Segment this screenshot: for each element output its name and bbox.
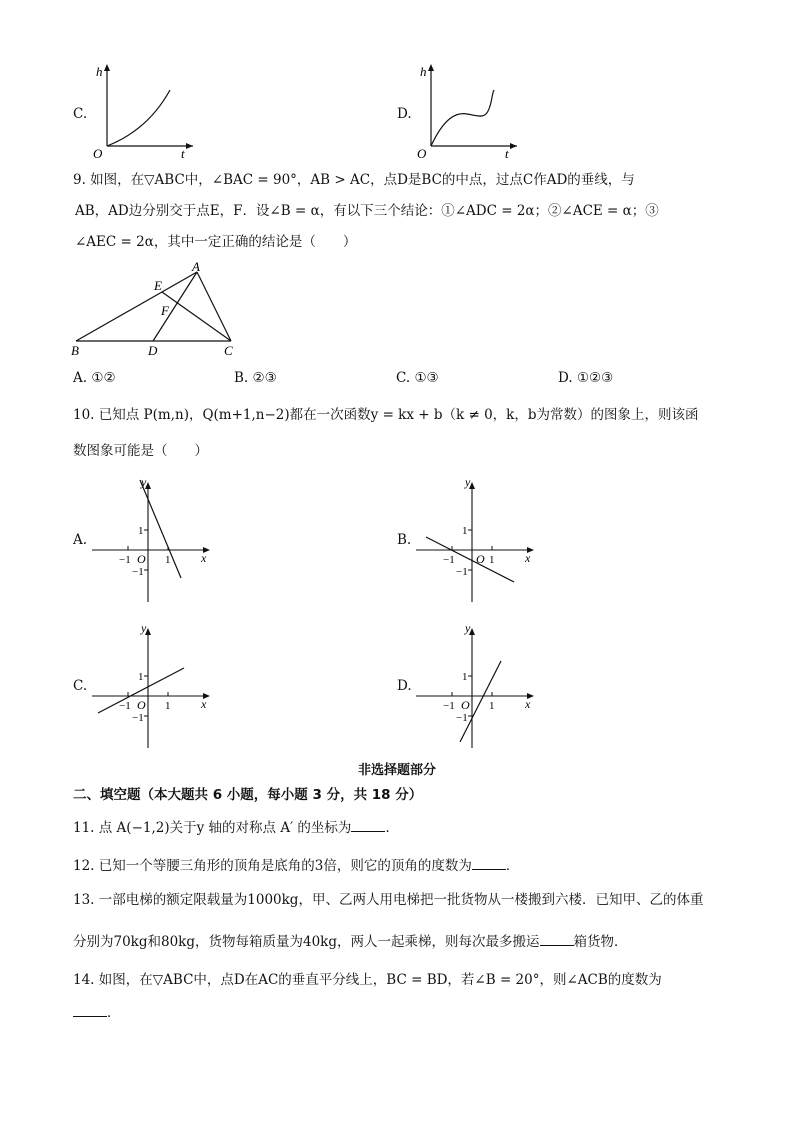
q10-text-line1: 10. 已知点 P(m,n)，Q(m+1,n−2)都在一次函数y = kx + b（k ≠ 0，k，b为常数）的图象上，则该函 [73, 407, 699, 423]
q9-label-a: A [192, 259, 200, 274]
q10-d-tick-one-y: 1 [462, 671, 468, 683]
q10-a-origin: O [137, 552, 146, 566]
q11-answer-blank[interactable] [351, 817, 385, 832]
q9-option-d-letter: D. [558, 370, 573, 386]
q10-d-y-label: y [465, 621, 471, 635]
q10-a-tick-one-y: 1 [138, 525, 144, 537]
q10-text-line2: 数图象可能是（ ） [73, 443, 208, 459]
q8-option-c-label: C. [73, 106, 88, 122]
q8-c-t-label: t [181, 146, 185, 160]
q9-triangle-figure [68, 258, 248, 360]
q9-label-f: F [161, 303, 169, 318]
q13-text-line2: 分别为70kg和80kg，货物每箱质量为40kg，两人一起乘梯，则每次最多搬运 [73, 934, 540, 950]
section-heading-non-choice: 非选择题部分 [357, 763, 436, 778]
q12-question [73, 855, 519, 876]
q10-d-tick-one-x: 1 [489, 700, 495, 712]
q9-label-c: C [224, 343, 233, 358]
q11-text-end: ． [385, 820, 399, 836]
q10-graph-a [88, 474, 218, 606]
q9-option-d[interactable] [558, 368, 613, 388]
q10-option-d-label: D. [397, 678, 412, 694]
q10-c-origin: O [137, 698, 146, 712]
q9-text-line2: AB，AD边分别交于点E，F．设∠B = α，有以下三个结论：①∠ADC = 2α；②∠ACE = α；③ [75, 203, 659, 219]
q9-option-c[interactable] [396, 368, 439, 388]
q10-c-tick-one-x: 1 [165, 700, 171, 712]
q10-d-x-label: x [525, 697, 531, 711]
q10-a-x-label: x [201, 551, 207, 565]
q8-option-d-label: D. [397, 106, 412, 122]
q9-option-a-letter: A. [73, 370, 88, 386]
q14-line2 [73, 1002, 121, 1023]
q9-label-b: B [71, 343, 79, 358]
q10-c-x-label: x [201, 697, 207, 711]
q8-c-origin: O [93, 146, 103, 160]
q10-c-y-label: y [141, 621, 147, 635]
q10-option-b-label: B. [397, 532, 412, 548]
q10-a-tick-neg-one-y: −1 [132, 566, 144, 578]
q10-graph-c [88, 620, 218, 752]
q9-option-a-text: ①② [91, 370, 116, 386]
q10-option-a-label: A. [73, 532, 88, 548]
q9-option-b-text: ②③ [252, 370, 277, 386]
q12-text: 12. 已知一个等腰三角形的顶角是底角的3倍，则它的顶角的度数为 [73, 858, 472, 874]
q9-option-b-letter: B. [234, 370, 249, 386]
q12-text-end: ． [505, 858, 520, 874]
q10-graph-b [412, 474, 542, 606]
q8-c-h-label: h [96, 64, 103, 79]
q9-text-line1: 9. 如图，在▽ABC中，∠BAC = 90°，AB > AC，点D是BC的中点，过点C作AD的垂线，与 [73, 172, 635, 188]
q10-d-tick-neg-one-y: −1 [456, 712, 468, 724]
q11-question [73, 817, 399, 838]
q10-graph-d [412, 620, 542, 752]
q14-text-line2-end: ． [107, 1005, 121, 1021]
q14-text-line1: 14. 如图，在▽ABC中，点D在AC的垂直平分线上，BC = BD，若∠B = 20°，则∠ACB的度数为 [73, 972, 662, 988]
q10-a-tick-one-x: 1 [165, 554, 171, 566]
q10-a-y-label: y [141, 475, 147, 489]
q13-answer-blank[interactable] [540, 931, 574, 946]
q8-graph-d [412, 60, 522, 160]
part2-heading: 二、填空题（本大题共 6 小题，每小题 3 分，共 18 分） [73, 787, 423, 803]
q8-graph-c [88, 60, 198, 160]
q10-b-tick-one-x: 1 [489, 554, 495, 566]
q10-option-c-label: C. [73, 678, 88, 694]
q10-d-tick-neg-one-x: −1 [443, 700, 455, 712]
q9-label-e: E [154, 278, 162, 293]
q14-answer-blank[interactable] [73, 1002, 107, 1017]
q8-d-t-label: t [505, 146, 509, 160]
q9-option-b[interactable] [234, 368, 277, 388]
q10-c-tick-neg-one-x: −1 [119, 700, 131, 712]
q10-c-tick-neg-one-y: −1 [132, 712, 144, 724]
q10-c-tick-one-y: 1 [138, 671, 144, 683]
q9-option-a[interactable] [73, 368, 116, 388]
q13-text-line1: 13. 一部电梯的额定限载量为1000kg，甲、乙两人用电梯把一批货物从一楼搬到六楼．已知甲、乙的体重 [73, 892, 704, 908]
q8-d-origin: O [417, 146, 427, 160]
q10-b-tick-neg-one-x: −1 [443, 554, 455, 566]
q10-b-tick-one-y: 1 [462, 525, 468, 537]
q9-option-d-text: ①②③ [576, 370, 614, 386]
q10-b-x-label: x [525, 551, 531, 565]
q10-b-tick-neg-one-y: −1 [456, 566, 468, 578]
q11-text: 11. 点 A(−1,2)关于y 轴的对称点 A′ 的坐标为 [73, 820, 352, 836]
q10-b-origin: O [476, 552, 485, 566]
q9-label-d: D [148, 343, 158, 358]
q10-b-y-label: y [465, 475, 471, 489]
q13-line2 [73, 931, 628, 952]
q9-option-c-letter: C. [396, 370, 411, 386]
q10-d-origin: O [461, 698, 470, 712]
q9-text-line3: ∠AEC = 2α，其中一定正确的结论是（ ） [75, 234, 357, 250]
q13-text-line2-end: 箱货物． [573, 934, 628, 950]
q12-answer-blank[interactable] [472, 855, 506, 870]
q8-d-h-label: h [420, 64, 427, 79]
q9-option-c-text: ①③ [414, 370, 439, 386]
q10-a-tick-neg-one-x: −1 [119, 554, 131, 566]
